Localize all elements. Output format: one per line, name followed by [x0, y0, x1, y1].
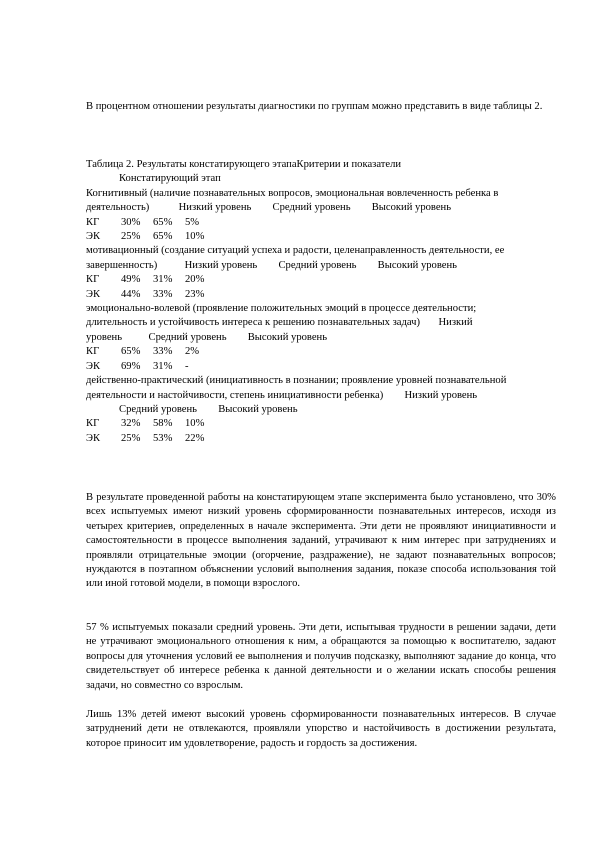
- table-row: [86, 345, 556, 359]
- high-value: 10%: [185, 231, 205, 243]
- intro-text: В процентном отношении результаты диагностики по группам можно представить в виде таблицы 2.: [86, 101, 543, 112]
- high-value: 23%: [185, 288, 205, 300]
- high-value: 5%: [185, 216, 200, 228]
- medium-value: 58%: [153, 418, 173, 430]
- medium-value: 53%: [153, 432, 173, 444]
- medium-value: 33%: [153, 346, 173, 358]
- paragraph-medium-level: [86, 621, 556, 693]
- low-value: 30%: [121, 216, 141, 228]
- criterion-cognitive-line2: [86, 201, 556, 215]
- paragraph-high-level: [86, 708, 556, 751]
- group-label: КГ: [86, 346, 100, 358]
- criterion-emotional-line3: уровень Средний уровень Высокий уровень: [86, 331, 328, 343]
- criterion-practical-line1: действенно-практический (инициативность в познании; проявление уровней познавательной: [86, 375, 507, 387]
- paragraph-text: В результате проведенной работы на констатирующем этапе эксперимента было установлено, что 30% всех испытуемых имеют низкий уровень сформированности познавательных интересов, исходя из четырех критериев, определенных в начале эксперимента. Эти дети не проявляют инициативности и самостоятельности в процессе выполнения заданий, утрачивают к ним интерес при затруднениях и проявляли отрицательные эмоции (огорчение, раздражение), не задают познавательных вопросов; нуждаются в поэтапном объяснении условий выполнения задания, показе способа использования той или иной готовой модели, в помощи взрослого.: [86, 492, 556, 590]
- criterion-emotional-line2: длительность и устойчивость интереса к решению познавательных задач) Низкий: [86, 317, 473, 329]
- criterion-motivational-name: завершенность): [86, 259, 158, 271]
- group-label: КГ: [86, 274, 100, 286]
- medium-value: 31%: [153, 360, 173, 372]
- low-value: 25%: [121, 231, 141, 243]
- group-label: КГ: [86, 418, 100, 430]
- criterion-emotional-line1: эмоционально-волевой (проявление положительных эмоций в процессе деятельности;: [86, 303, 477, 315]
- table-row: [86, 360, 556, 374]
- table-row: [86, 216, 556, 230]
- paragraph-text: Лишь 13% детей имеют высокий уровень сформированности познавательных интересов. В случае затруднений дети не отвлекаются, проявляли упорство и настойчивость в достижении результата, которое приносит им удовлетворение, радость и гордость за достижения.: [86, 709, 556, 749]
- medium-value: 31%: [153, 274, 173, 286]
- table-row: [86, 230, 556, 244]
- high-value: 10%: [185, 418, 205, 430]
- table-row: [86, 432, 556, 446]
- medium-value: 65%: [153, 231, 173, 243]
- group-label: ЭК: [86, 432, 101, 444]
- criterion-practical-line3: Средний уровень Высокий уровень: [119, 403, 298, 415]
- table-stage-label: Констатирующий этап: [119, 173, 221, 185]
- high-value: 22%: [185, 432, 205, 444]
- results-table: [86, 158, 556, 446]
- high-value: 2%: [185, 346, 200, 358]
- low-value: 32%: [121, 418, 141, 430]
- low-value: 25%: [121, 432, 141, 444]
- level-headers: Низкий уровень Средний уровень Высокий уровень: [178, 202, 452, 214]
- low-value: 49%: [121, 274, 141, 286]
- group-label: ЭК: [86, 231, 101, 243]
- criterion-practical-line2: деятельности и настойчивости, степень инициативности ребенка) Низкий уровень: [86, 389, 478, 401]
- intro-paragraph: [86, 100, 556, 114]
- criterion-motivational-line1: мотивационный (создание ситуаций успеха и радости, целенаправленность деятельности, ее: [86, 245, 505, 257]
- high-value: 20%: [185, 274, 205, 286]
- criterion-motivational-line2: [86, 259, 556, 273]
- low-value: 65%: [121, 346, 141, 358]
- table-row: [86, 288, 556, 302]
- high-value: -: [185, 360, 189, 372]
- medium-value: 33%: [153, 288, 173, 300]
- paragraph-low-level: [86, 491, 556, 592]
- medium-value: 65%: [153, 216, 173, 228]
- table-row: [86, 417, 556, 431]
- paragraph-text: 57 % испытуемых показали средний уровень. Эти дети, испытывая трудности в решении задачи, дети не утрачивают эмоционального отношения к ним, а обращаются за помощью к воспитателю, задают вопросы для уточнения условий ее выполнения и получив подсказку, выполняют задание до конца, что свидетельствует об интересе ребенка к данной деятельности и о желании искать способы решения задачи, но совместно со взрослым.: [86, 622, 556, 691]
- low-value: 69%: [121, 360, 141, 372]
- level-headers: Низкий уровень Средний уровень Высокий уровень: [184, 259, 457, 271]
- group-label: ЭК: [86, 360, 101, 372]
- low-value: 44%: [121, 288, 141, 300]
- criterion-cognitive-name: деятельность): [86, 202, 150, 214]
- group-label: КГ: [86, 216, 100, 228]
- table-caption: Таблица 2. Результаты констатирующего этапаКритерии и показатели: [86, 159, 402, 170]
- criterion-cognitive-line1: Когнитивный (наличие познавательных вопросов, эмоциональная вовлеченность ребенка в: [86, 187, 499, 199]
- table-row: [86, 273, 556, 287]
- group-label: ЭК: [86, 288, 101, 300]
